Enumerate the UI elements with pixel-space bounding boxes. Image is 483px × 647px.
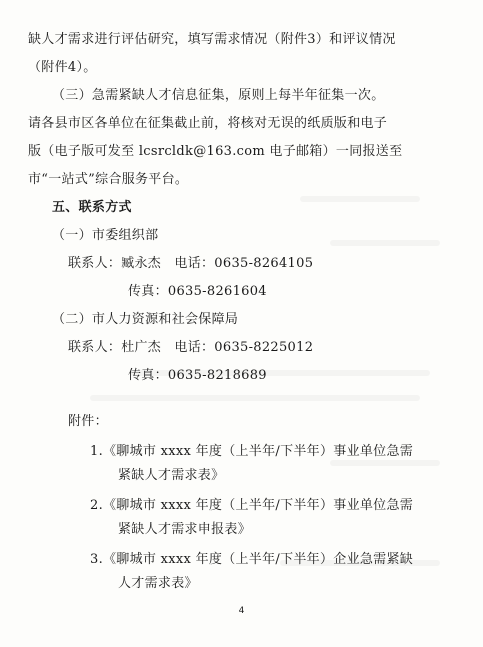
- contact-subheading-1: （一）市委组织部: [52, 228, 159, 243]
- body-line-6: 市“一站式”综合服务平台。: [28, 172, 189, 187]
- body-line-4: 请各县市区各单位在征集截止前，将核对无误的纸质版和电子: [28, 116, 388, 131]
- attachment-item-2-line-2: 紧缺人才需求申报表》: [118, 522, 252, 537]
- contact-subheading-2: （二）市人力资源和社会保障局: [52, 312, 239, 327]
- contact-person-1: 联系人：臧永杰 电话：0635-8264105: [68, 256, 314, 271]
- attachment-item-3-line-2: 人才需求表》: [118, 576, 198, 591]
- body-line-1: 缺人才需求进行评估研究，填写需求情况（附件3）和评议情况: [28, 32, 396, 47]
- scan-noise: [300, 196, 420, 202]
- body-line-5: 版（电子版可发至 lcsrcldk@163.com 电子邮箱）一同报送至: [28, 144, 403, 159]
- scan-noise: [330, 240, 440, 246]
- section-heading-contacts: 五、联系方式: [52, 200, 132, 215]
- contact-person-2: 联系人：杜广杰 电话：0635-8225012: [68, 340, 314, 355]
- page-number: 4: [238, 606, 245, 616]
- fax-2: 传真：0635-8218689: [128, 368, 267, 383]
- attachment-item-2-line-1: 2.《聊城市 xxxx 年度（上半年/下半年）事业单位急需: [90, 498, 414, 513]
- body-line-3: （三）急需紧缺人才信息征集，原则上每半年征集一次。: [52, 88, 385, 103]
- fax-1: 传真：0635-8261604: [128, 284, 267, 299]
- attachment-item-3-line-1: 3.《聊城市 xxxx 年度（上半年/下半年）企业急需紧缺: [90, 552, 414, 567]
- attachment-item-1-line-2: 紧缺人才需求表》: [118, 468, 225, 483]
- attachments-label: 附件：: [68, 414, 108, 429]
- scan-noise: [90, 395, 420, 401]
- attachment-item-1-line-1: 1.《聊城市 xxxx 年度（上半年/下半年）事业单位急需: [90, 444, 414, 459]
- body-line-2: （附件4）。: [28, 60, 97, 75]
